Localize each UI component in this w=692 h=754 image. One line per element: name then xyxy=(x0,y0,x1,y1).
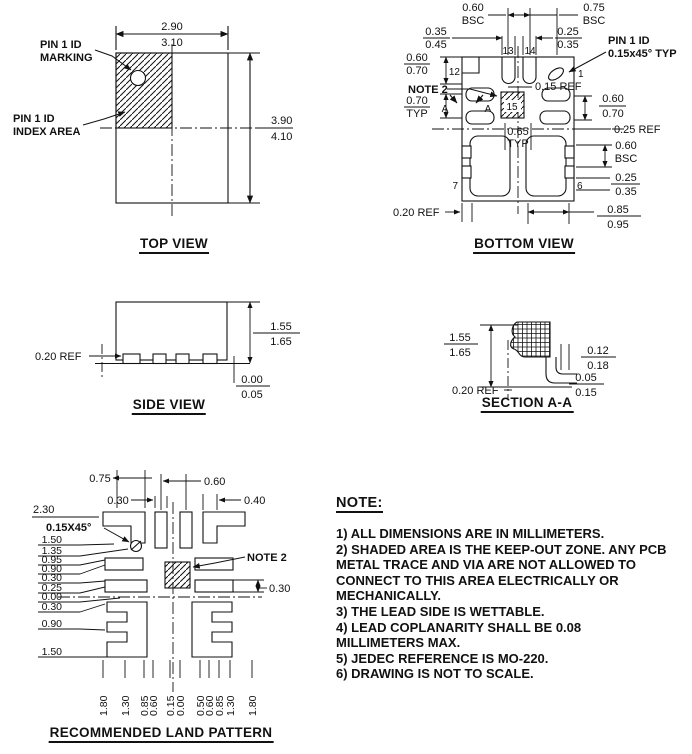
land-comb-pad-right xyxy=(192,602,232,657)
pin1-id-marking-dot xyxy=(131,71,146,86)
land-bottom-row-3: 0.60 xyxy=(148,695,160,716)
bottom-ref: 0.20 REF xyxy=(393,207,440,219)
pin6-big-pad xyxy=(526,136,566,196)
notes-block xyxy=(336,494,668,682)
edge-ref: 0.25 REF xyxy=(614,124,661,136)
center-gap-value: 0.65 xyxy=(507,126,529,138)
pin12-number: 12 xyxy=(448,67,460,78)
lead-thk-max: 0.12 xyxy=(587,345,609,357)
side-height-min: 1.65 xyxy=(270,336,292,348)
land-comb-pad-left xyxy=(107,602,147,657)
bottom-view-title: BOTTOM VIEW xyxy=(473,236,575,254)
left-pad-len-max: 0.60 xyxy=(406,52,428,64)
pin1-marking-label-line2: MARKING xyxy=(40,52,93,64)
side-height-max: 1.55 xyxy=(270,321,292,333)
land-left-col-9: 1.50 xyxy=(41,646,62,658)
land-left-col-3: 0.90 xyxy=(41,563,62,575)
top-view-drawing xyxy=(83,26,293,216)
land-left-col-7: 0.30 xyxy=(41,601,62,613)
right-pitch-qual: BSC xyxy=(614,153,638,165)
foot-max: 0.05 xyxy=(575,372,597,384)
land-keepout-hatch xyxy=(165,562,190,588)
right-pad-2 xyxy=(540,111,570,124)
land-bottom-row-9: 1.30 xyxy=(225,695,237,716)
land-dim-040: 0.40 xyxy=(244,495,266,507)
land-left-pad-2 xyxy=(105,580,147,592)
land-top-pad-2 xyxy=(180,512,192,548)
left-flank-bump-2 xyxy=(462,166,471,178)
top-view-title: TOP VIEW xyxy=(139,236,209,254)
land-bottom-row-10: 1.80 xyxy=(247,695,259,716)
bottom-view-text xyxy=(393,2,677,231)
pin1-chamfer-mark xyxy=(546,65,565,82)
pin1-id-label-line1: PIN 1 ID xyxy=(608,35,650,47)
pin12-corner-notch xyxy=(462,57,479,73)
center-gap-qual: TYP xyxy=(507,138,529,150)
land-bottom-row-2: 0.85 xyxy=(139,695,151,716)
land-left-col-2: 0.95 xyxy=(41,554,62,566)
left-flank-bump-1 xyxy=(462,146,471,158)
pin13-number: 13 xyxy=(502,46,514,57)
big-pad-width-max: 0.85 xyxy=(607,204,629,216)
side-lead-2 xyxy=(153,354,166,364)
right-pad-len-max: 0.60 xyxy=(602,93,624,105)
pin7-number: 7 xyxy=(452,181,458,192)
section-aa-title: SECTION A-A xyxy=(481,395,574,413)
section-height-min: 1.65 xyxy=(449,347,471,359)
big-pad-width-min: 0.95 xyxy=(607,219,629,231)
corner-pitch-qual: BSC xyxy=(582,15,606,27)
land-dim-030-right: 0.30 xyxy=(269,583,291,595)
land-pattern-title: RECOMMENDED LAND PATTERN xyxy=(49,725,274,743)
top-width-max: 2.90 xyxy=(161,21,183,33)
foot-min: 0.15 xyxy=(575,387,597,399)
bottom-view-centerlines xyxy=(432,46,628,214)
pin15-number: 15 xyxy=(506,102,518,113)
land-dim-060: 0.60 xyxy=(204,476,226,488)
land-bottom-row-6: 0.50 xyxy=(195,695,207,716)
land-chamfer-label: 0.15X45° xyxy=(46,522,92,534)
top-pitch-value: 0.60 xyxy=(462,2,484,14)
corner-pitch-value: 0.75 xyxy=(583,2,605,14)
pin14-number: 14 xyxy=(524,46,536,57)
top-height-dim-lines xyxy=(228,53,293,203)
note-item-6: 6) DRAWING IS NOT TO SCALE. xyxy=(336,666,534,682)
notes-heading: NOTE: xyxy=(336,495,383,511)
land-left-col-0: 1.50 xyxy=(41,534,62,546)
left-pitch-value: 0.70 xyxy=(406,95,428,107)
right-pitch-value: 0.60 xyxy=(615,140,637,152)
section-arrow-left xyxy=(450,95,457,103)
pin6-number: 6 xyxy=(577,181,583,192)
section-arrow-right xyxy=(476,95,483,103)
side-lead-4 xyxy=(203,354,217,364)
note2-label: NOTE 2 xyxy=(408,84,448,96)
top-pitch-qual: BSC xyxy=(461,15,485,27)
top-height-min: 4.10 xyxy=(271,131,293,143)
lead-thk-min: 0.18 xyxy=(587,360,609,372)
land-pattern-drawing xyxy=(32,470,267,692)
left-pitch-qual: TYP xyxy=(406,108,428,120)
land-pattern-text xyxy=(33,473,290,716)
land-bottom-row-7: 0.60 xyxy=(204,695,216,716)
side-lead-1 xyxy=(123,354,140,364)
land-left-col-1: 1.35 xyxy=(41,545,62,557)
standoff-max: 0.00 xyxy=(241,374,263,386)
standoff-min: 0.05 xyxy=(241,389,263,401)
land-left-col-5: 0.25 xyxy=(41,582,62,594)
side-lead-3 xyxy=(176,354,189,364)
note-item-2: 2) SHADED AREA IS THE KEEP-OUT ZONE. ANY PCB METAL TRACE AND VIA ARE NOT ALLOWED TO CONNECT TO THIS AREA ELECTRICALLY OR MECHANICALLY. xyxy=(336,541,667,604)
land-bottom-row-4: 0.15 xyxy=(165,695,177,716)
pin1-id-label-line2: 0.15x45° TYP xyxy=(608,48,677,60)
side-body-outline xyxy=(116,302,227,360)
land-overall-230: 2.30 xyxy=(33,504,55,516)
note-item-5: 5) JEDEC REFERENCE IS MO-220. xyxy=(336,650,549,666)
land-dim-075: 0.75 xyxy=(89,473,111,485)
pin7-big-pad xyxy=(470,136,510,196)
land-left-pad-1 xyxy=(105,558,143,570)
land-bottom-row-8: 0.85 xyxy=(214,695,226,716)
slot-width-min: 0.35 xyxy=(557,39,579,51)
land-right-pad-2 xyxy=(195,580,233,592)
right-flank-bump-1 xyxy=(565,146,574,158)
section-height-max: 1.55 xyxy=(449,332,471,344)
flank-width-max: 0.25 xyxy=(615,172,637,184)
section-a-left: A xyxy=(441,104,449,115)
section-a-right: A xyxy=(484,104,492,115)
land-bottom-row-5: 0.00 xyxy=(175,695,187,716)
note-item-1: 1) ALL DIMENSIONS ARE IN MILLIMETERS. xyxy=(336,526,605,541)
note-item-3: 3) THE LEAD SIDE IS WETTABLE. xyxy=(336,603,545,619)
top-width-min: 3.10 xyxy=(161,37,183,49)
side-view-title: SIDE VIEW xyxy=(132,397,206,415)
land-right-pad-1 xyxy=(195,558,233,570)
land-dim-030-top: 0.30 xyxy=(107,495,129,507)
side-view-drawing xyxy=(89,302,300,386)
land-left-col-4: 0.30 xyxy=(41,572,62,584)
land-chamfer-leader xyxy=(104,528,129,542)
note-item-4: 4) LEAD COPLANARITY SHALL BE 0.08 MILLIMETERS MAX. xyxy=(336,619,582,651)
top-pad-len-max: 0.35 xyxy=(425,26,447,38)
chamfer-ref: 0.15 REF xyxy=(535,81,582,93)
top-pad-len-min: 0.45 xyxy=(425,39,447,51)
pin1-index-area-hatch xyxy=(116,53,172,128)
land-bottom-row-1: 1.30 xyxy=(120,695,132,716)
pin1-index-label-line2: INDEX AREA xyxy=(13,126,81,138)
land-top-pad-1 xyxy=(155,512,167,548)
land-note2-label: NOTE 2 xyxy=(247,552,287,564)
section-ref: 0.20 REF xyxy=(452,385,499,397)
pin1-marking-label-line1: PIN 1 ID xyxy=(40,39,82,51)
land-corner-pad-topright xyxy=(203,512,245,543)
flank-width-min: 0.35 xyxy=(615,186,637,198)
note2-leader xyxy=(447,89,497,96)
left-pad-len-min: 0.70 xyxy=(406,65,428,77)
side-ref: 0.20 REF xyxy=(35,351,82,363)
right-flank-bump-2 xyxy=(565,166,574,178)
lead-outer-curve xyxy=(546,357,577,383)
pin1-number: 1 xyxy=(578,69,584,80)
land-bottom-row-0: 1.80 xyxy=(98,695,110,716)
pin13-slot xyxy=(502,57,515,84)
land-corner-pad-topleft xyxy=(103,512,145,543)
land-left-col-6: 0.00 xyxy=(41,591,62,603)
pin1-index-label-line1: PIN 1 ID xyxy=(13,113,55,125)
lead-inner-curve xyxy=(556,357,577,374)
pin14-slot xyxy=(523,57,536,84)
land-left-col-8: 0.90 xyxy=(41,618,62,630)
slot-width-max: 0.25 xyxy=(557,26,579,38)
side-view-dim-lines xyxy=(89,302,300,386)
top-height-max: 3.90 xyxy=(271,115,293,127)
right-pad-len-min: 0.70 xyxy=(602,108,624,120)
section-body-hatch xyxy=(511,322,550,357)
